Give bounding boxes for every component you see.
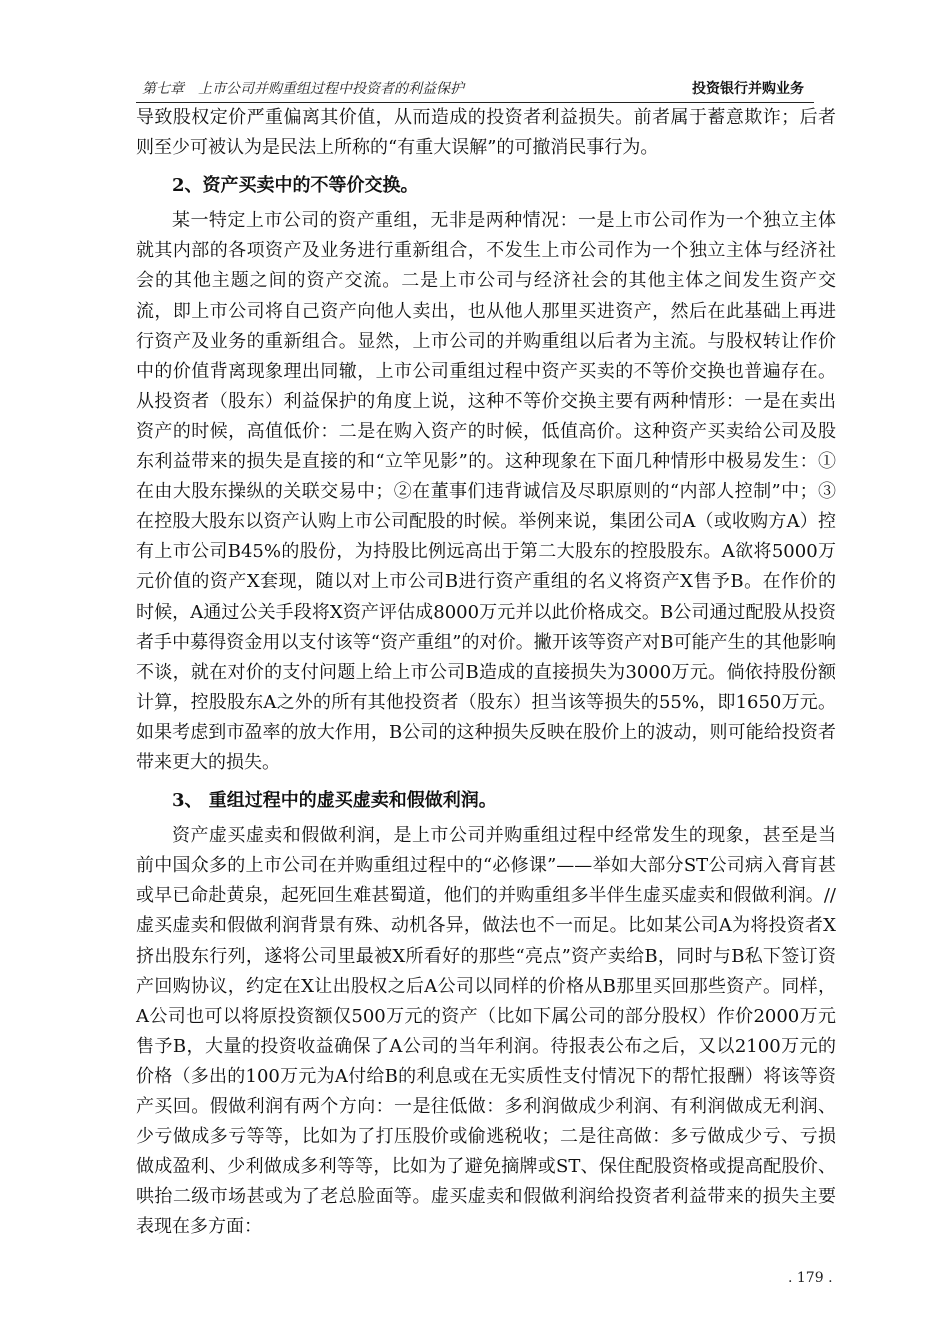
section-heading-3: 3、 重组过程中的虚买虚卖和假做利润。 (172, 790, 497, 812)
chapter-title: 第七章 上市公司并购重组过程中投资者的利益保护 (142, 81, 464, 97)
paragraph-asset-trading: 某一特定上市公司的资产重组，无非是两种情况：一是上市公司作为一个独立主体就其内部的各项资产及业务进行重新组合，不发生上市公司作为一个独立主体与经济社会的其他主题之间的资产交流。二是上市公司与经济社会的其他主体之间发生资产交流，即上市公司将自己资产向他人卖出，也从他人那里买进资产，然后在此基础上再进行资产及业务的重新组合。显然，上市公司的并购重组以后者为主流。与股权转让作价中的价值背离现象理出同辙，上市公司重组过程中资产买卖的不等价交换也普遍存在。从投资者（股东）利益保护的角度上说，这种不等价交换主要有两种情形：一是在卖出资产的时候，高值低价：二是在购入资产的时候，低值高价。这种资产买卖给公司及股东利益带来的损失是直接的和“立竿见影”的。这种现象在下面几种情形中极易发生：①在由大股东操纵的关联交易中；②在董事们违背诚信及尽职原则的“内部人控制”中；③在控股大股东以资产认购上市公司配股的时候。举例来说，集团公司A（或收购方A）控有上市公司B45%的股份，为持股比例远高出于第二大股东的控股股东。A欲将5000万元价值的资产X套现，随以对上市公司B进行资产重组的名义将资产X售予B。在作价的时候，A通过公关手段将X资产评估成8000万元并以此价格成交。B公司通过配股从投资者手中募得资金用以支付该等“资产重组”的对价。撇开该等资产对B可能产生的其他影响不谈，就在对价的支付问题上给上市公司B造成的直接损失为3000万元。倘依持股份额计算，控股股东A之外的所有其他投资者（股东）担当该等损失的55%，即1650万元。如果考虑到市盈率的放大作用，B公司的这种损失反映在股价上的波动，则可能给投资者带来更大的损失。 (136, 210, 836, 773)
paragraph-continued: 导致股权定价严重偏离其价值，从而造成的投资者利益损失。前者属于蓄意欺诈；后者则至少可被认为是民法上所称的“有重大误解”的可撤消民事行为。 (136, 107, 836, 159)
body-text (136, 103, 836, 1242)
paragraph-fake-profits: 资产虚买虚卖和假做利润，是上市公司并购重组过程中经常发生的现象，甚至是当前中国众多的上市公司在并购重组过程中的“必修课”——举如大部分ST公司病入膏肓甚或早已命赴黄泉，起死回生难甚蜀道，他们的并购重组多半伴生虚买虚卖和假做利润。//虚买虚卖和假做利润背景有殊、动机各异，做法也不一而足。比如某公司A为将投资者X挤出股东行列，遂将公司里最被X所看好的那些“亮点”资产卖给B，同时与B私下签订资产回购协议，约定在X让出股权之后A公司以同样的价格从B那里买回那些资产。同样，A公司也可以将原投资额仅500万元的资产（比如下属公司的部分股权）作价2000万元售予B，大量的投资收益确保了A公司的当年利润。待报表公布之后，又以2100万元的价格（多出的100万元为A付给B的利息或在无实质性支付情况下的帮忙报酬）将该等资产买回。假做利润有两个方向：一是往低做：多利润做成少利润、有利润做成无利润、少亏做成多亏等等，比如为了打压股价或偷逃税收；二是往高做：多亏做成少亏、亏损做成盈利、少利做成多利等等，比如为了避免摘牌或ST、保住配股资格或提高配股价、哄抬二级市场甚或为了老总脸面等。虚买虚卖和假做利润给投资者利益带来的损失主要表现在多方面： (136, 825, 836, 1238)
book-title: 投资银行并购业务 (692, 81, 804, 97)
page-number: . 179 . (788, 1270, 833, 1286)
running-header (136, 78, 814, 103)
section-heading-2: 2、资产买卖中的不等价交换。 (172, 175, 419, 197)
